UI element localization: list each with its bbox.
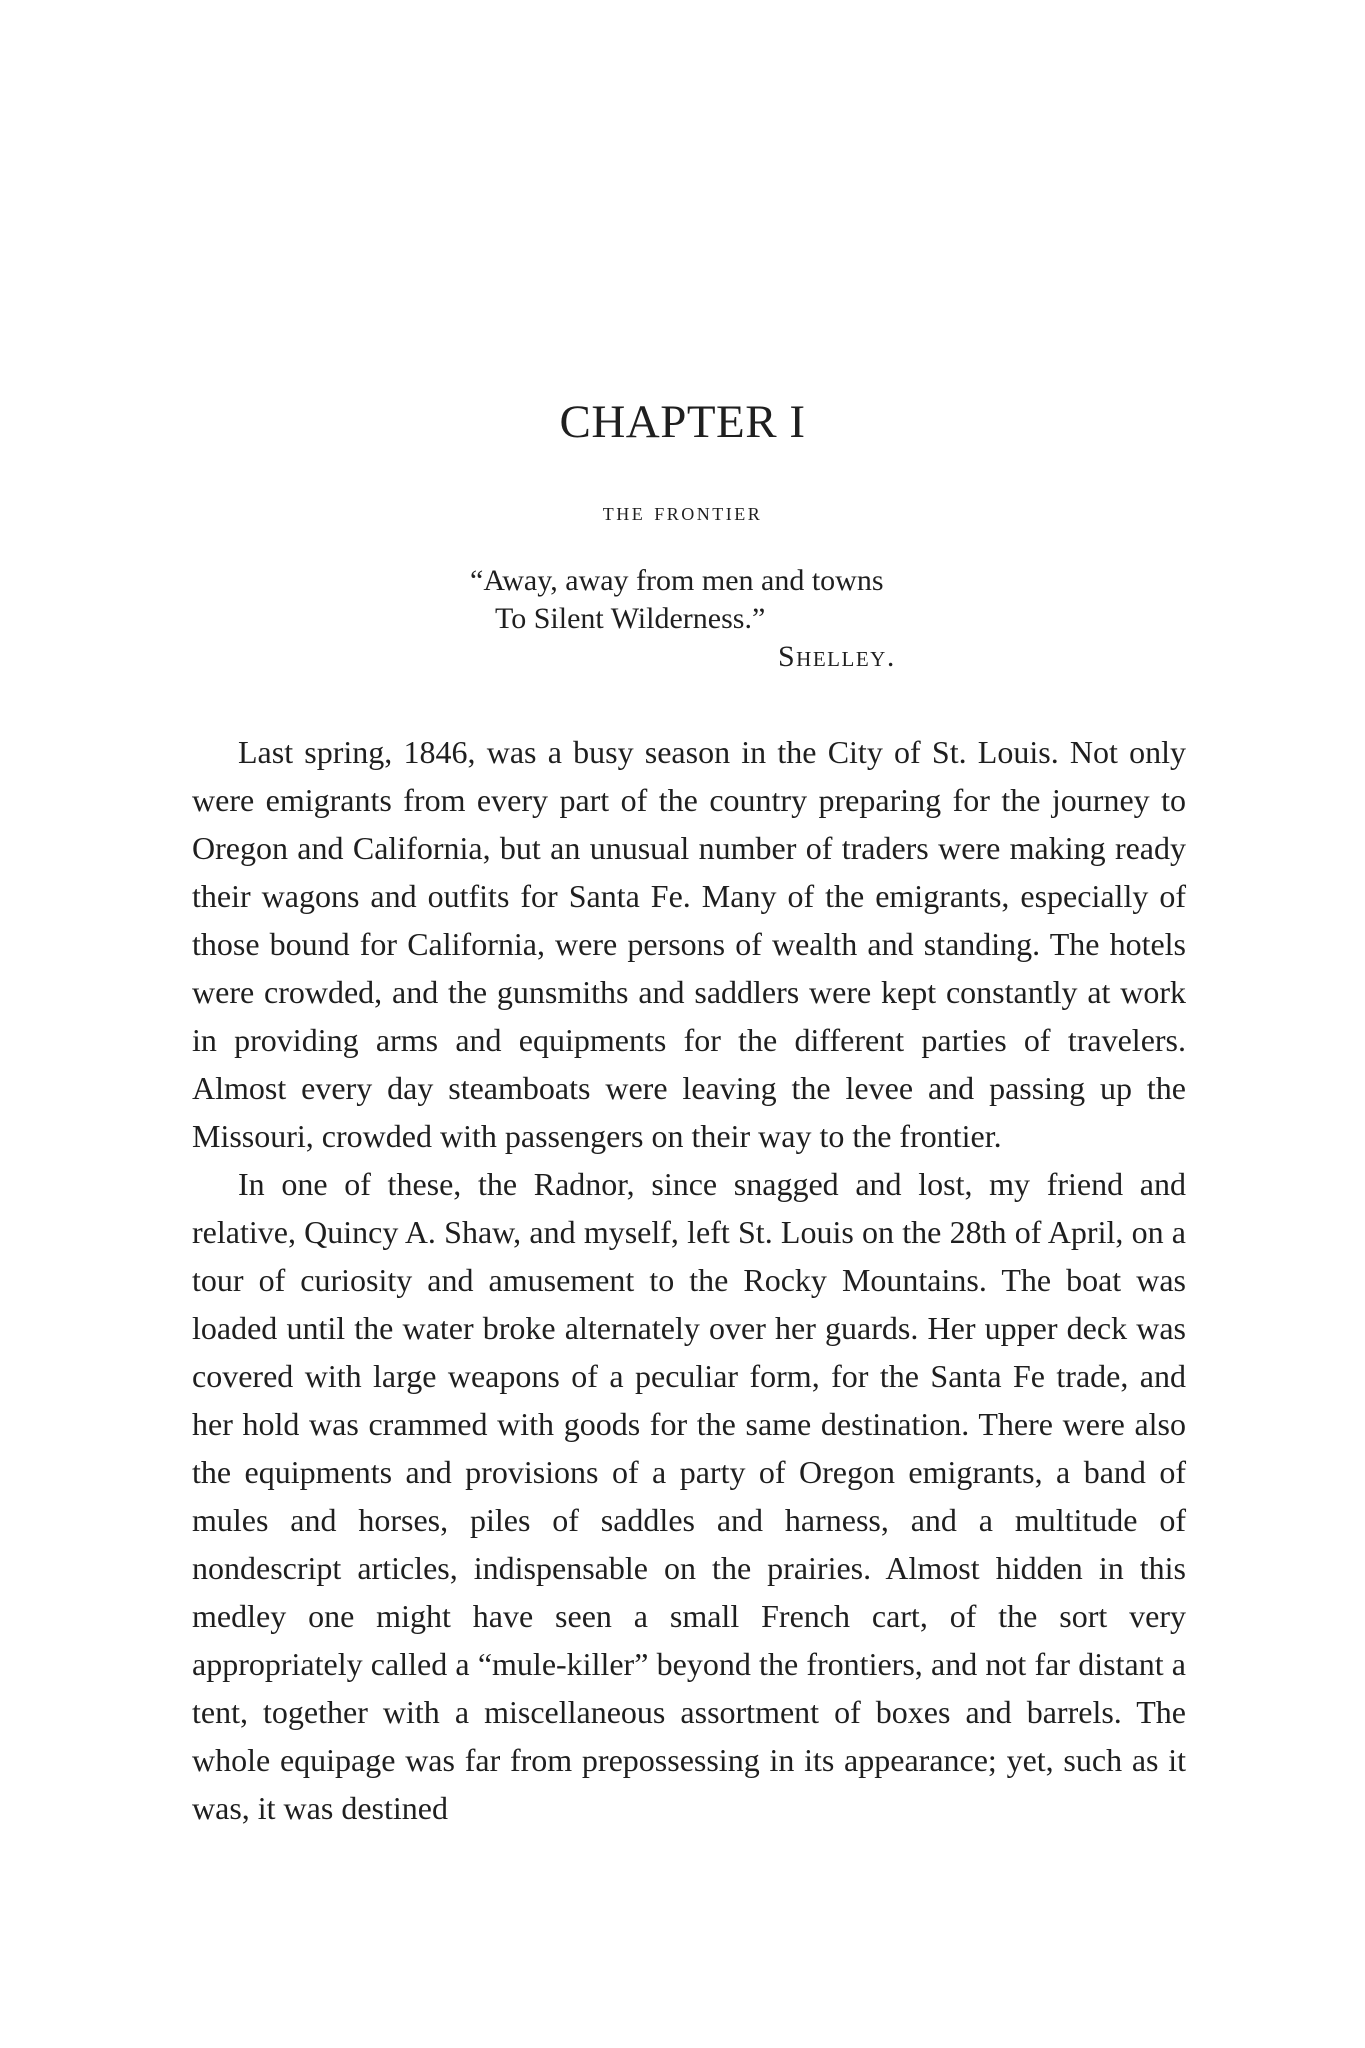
epigraph-attribution: Shelley. xyxy=(778,640,896,673)
epigraph-line-1: “Away, away from men and towns xyxy=(470,564,884,597)
chapter-body xyxy=(192,728,1186,1832)
paragraph-2: In one of these, the Radnor, since snagged and lost, my friend and relative, Quincy A. Shaw, and myself, left St. Louis on the 28th of April, on a tour of curiosity and amusement to the Rocky Mountains. The boat was loaded until the water broke alternately over her guards. Her upper deck was covered with large weapons of a peculiar form, for the Santa Fe trade, and her hold was crammed with goods for the same destination. There were also the equipments and provisions of a party of Oregon emigrants, a band of mules and horses, piles of saddles and harness, and a multitude of nondescript articles, indispensable on the prairies. Almost hidden in this medley one might have seen a small French cart, of the sort very appropriately called a “mule-killer” beyond the frontiers, and not far distant a tent, together with a miscellaneous assortment of boxes and barrels. The whole equipage was far from prepossessing in its appearance; yet, such as it was, it was destined xyxy=(192,1166,1186,1826)
epigraph xyxy=(470,562,930,676)
paragraph-1: Last spring, 1846, was a busy season in the City of St. Louis. Not only were emigrants from every part of the country preparing for the journey to Oregon and California, but an unusual number of traders were making ready their wagons and outfits for Santa Fe. Many of the emigrants, especially of those bound for California, were persons of wealth and standing. The hotels were crowded, and the gunsmiths and saddlers were kept constantly at work in providing arms and equipments for the different parties of travelers. Almost every day steamboats were leaving the levee and passing up the Missouri, crowded with passengers on their way to the frontier. xyxy=(192,734,1186,1154)
chapter-title: CHAPTER I xyxy=(559,396,806,448)
chapter-subtitle: the frontier xyxy=(602,497,763,526)
epigraph-line-2: To Silent Wilderness.” xyxy=(495,602,766,635)
